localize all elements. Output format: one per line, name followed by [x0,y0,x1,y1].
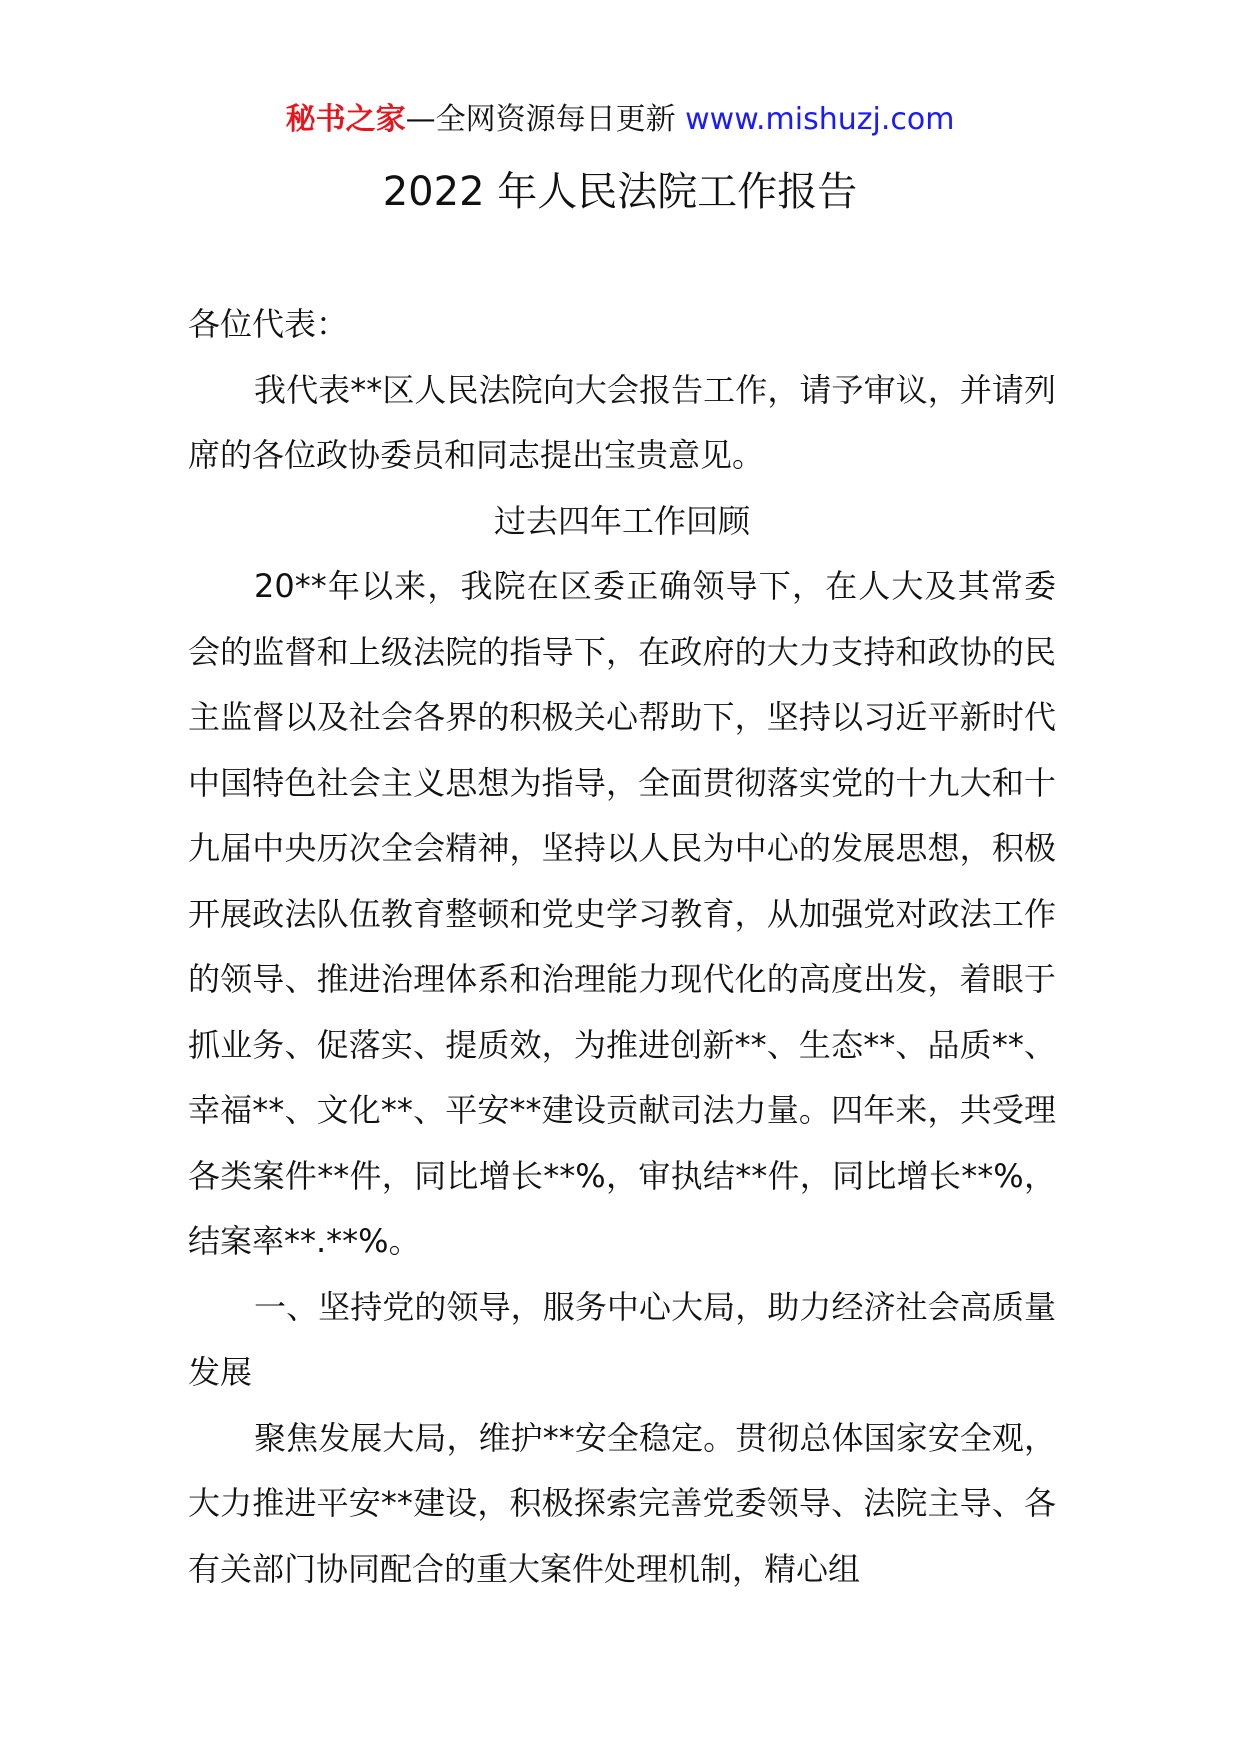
watermark-header [0,100,1240,140]
brand-slogan: —全网资源每日更新 [405,102,686,137]
salutation: 各位代表： [188,305,349,343]
paragraph-intro: 我代表**区人民法院向大会报告工作，请予审议，并请列席的各位政协委员和同志提出宝贵意见。 [188,370,1056,474]
document-body [188,292,1056,1602]
document-title: 2022 年人民法院工作报告 [382,169,858,215]
site-url: www.mishuzj.com [685,102,955,137]
brand-name: 秘书之家 [285,102,406,137]
paragraph-security: 聚焦发展大局，维护**安全稳定。贯彻总体国家安全观，大力推进平安**建设，积极探索完善党委领导、法院主导、各有关部门协同配合的重大案件处理机制，精心组 [188,1418,1056,1588]
paragraph-review: 20**年以来，我院在区委正确领导下，在人大及其常委会的监督和上级法院的指导下，在政府的大力支持和政协的民主监督以及社会各界的积极关心帮助下，坚持以习近平新时代中国特色社会主义思想为指导，全面贯彻落实党的十九大和十九届中央历次全会精神，坚持以人民为中心的发展思想，积极开展政法队伍教育整顿和党史学习教育，从加强党对政法工作的领导、推进治理体系和治理能力现代化的高度出发，着眼于抓业务、促落实、提质效，为推进创新**、生态**、品质**、幸福**、文化**、平安**建设贡献司法力量。四年来，共受理各类案件**件，同比增长**%，审执结**件，同比增长**%，结案率**.**%。 [188,567,1056,1260]
section-heading: 过去四年工作回顾 [493,501,750,540]
subsection-heading: 一、坚持党的领导，服务中心大局，助力经济社会高质量发展 [188,1287,1056,1391]
